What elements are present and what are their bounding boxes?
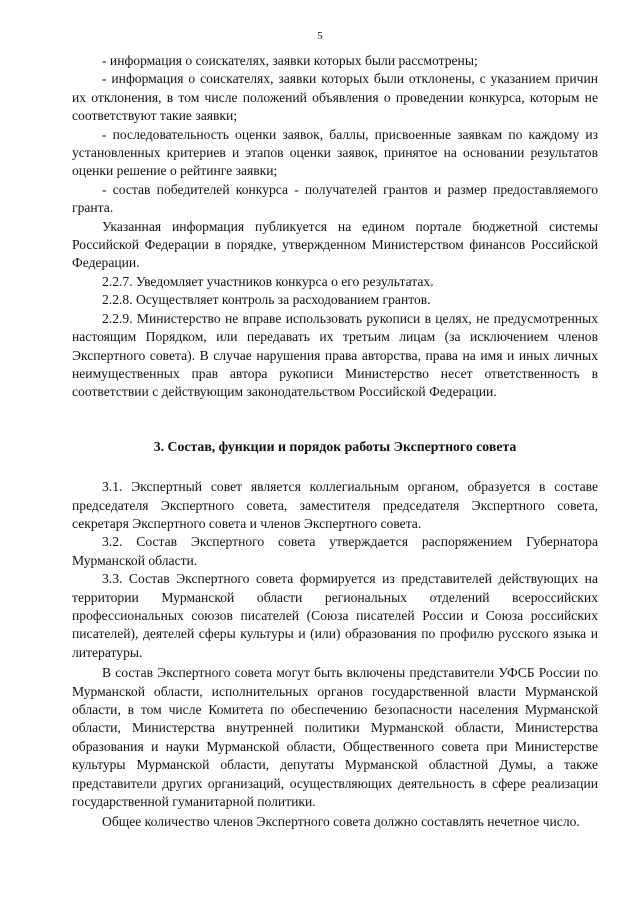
paragraph-publication: Указанная информация публикуется на едином портале бюджетной системы Российской Федерации в порядке, утвержденном Министерством финансов Российской Федерации. [72,218,598,271]
paragraph-3-3: 3.3. Состав Экспертного совета формируется из представителей действующих на территории Мурманской области региональных отделений всероссийских профессиональных союзов писателей (Союза писателей России и Союза российских писателей), деятелей сферы культуры и (или) образования по профилю русского языка и литературы. [72,571,598,660]
paragraph-2-2-9: 2.2.9. Министерство не вправе использовать рукописи в целях, не предусмотренных настоящим Порядком, или передавать их третьим лицам (за исключением членов Экспертного совета). В случае нарушения права авторства, права на имя и иных личных неимущественных прав автора рукописи Министерство несет ответственность в соответствии с действующим законодательством Российской Федерации. [72,310,598,400]
list-item-applicants-reviewed: - информация о соискателях, заявки которых были рассмотрены; [102,53,478,68]
document-body [72,52,598,832]
paragraph-council-size: Общее количество членов Экспертного совета должно составлять нечетное число. [102,814,580,830]
paragraph-3-1: 3.1. Экспертный совет является коллегиальным органом, образуется в составе председателя Экспертного совета, заместителя председателя Экспертного совета, секретаря Экспертного совета и членов Экспертного совета. [72,479,598,531]
section-heading: 3. Состав, функции и порядок работы Экспертного совета [153,438,517,454]
paragraph-council-composition: В состав Экспертного совета могут быть включены представители УФСБ России по Мурманской области, исполнительных органов государственной власти Мурманской области, в том числе Комитета по обеспечению безопасности населения Мурманской области, Министерства внутренней политики Мурманской области, Министерства образования и науки Мурманской области, Общественного совета при Министерстве культуры Мурманской области, депутаты Мурманской областной Думы, а также представители других организаций, осуществляющих деятельность в сфере реализации государственной гуманитарной политики. [72,665,598,810]
page-number: 5 [317,30,323,42]
list-item-applicants-rejected: - информация о соискателях, заявки которых были отклонены, с указанием причин их отклонения, в том числе положений объявления о проведении конкурса, которым не соответствуют такие заявки; [72,71,598,124]
paragraph-2-2-7: 2.2.7. Уведомляет участников конкурса о его результатах. [102,273,434,289]
list-item-winners: - состав победителей конкурса - получателей грантов и размер предоставляемого гранта. [72,181,598,216]
paragraph-2-2-8: 2.2.8. Осуществляет контроль за расходованием грантов. [102,292,431,308]
list-item-evaluation-sequence: - последовательность оценки заявок, баллы, присвоенные заявкам по каждому из установленных критериев и этапов оценки заявок, принятое на основании результатов оценки решение о рейтинге заявки; [72,126,598,179]
paragraph-3-2: 3.2. Состав Экспертного совета утверждается распоряжением Губернатора Мурманской области. [72,534,598,568]
